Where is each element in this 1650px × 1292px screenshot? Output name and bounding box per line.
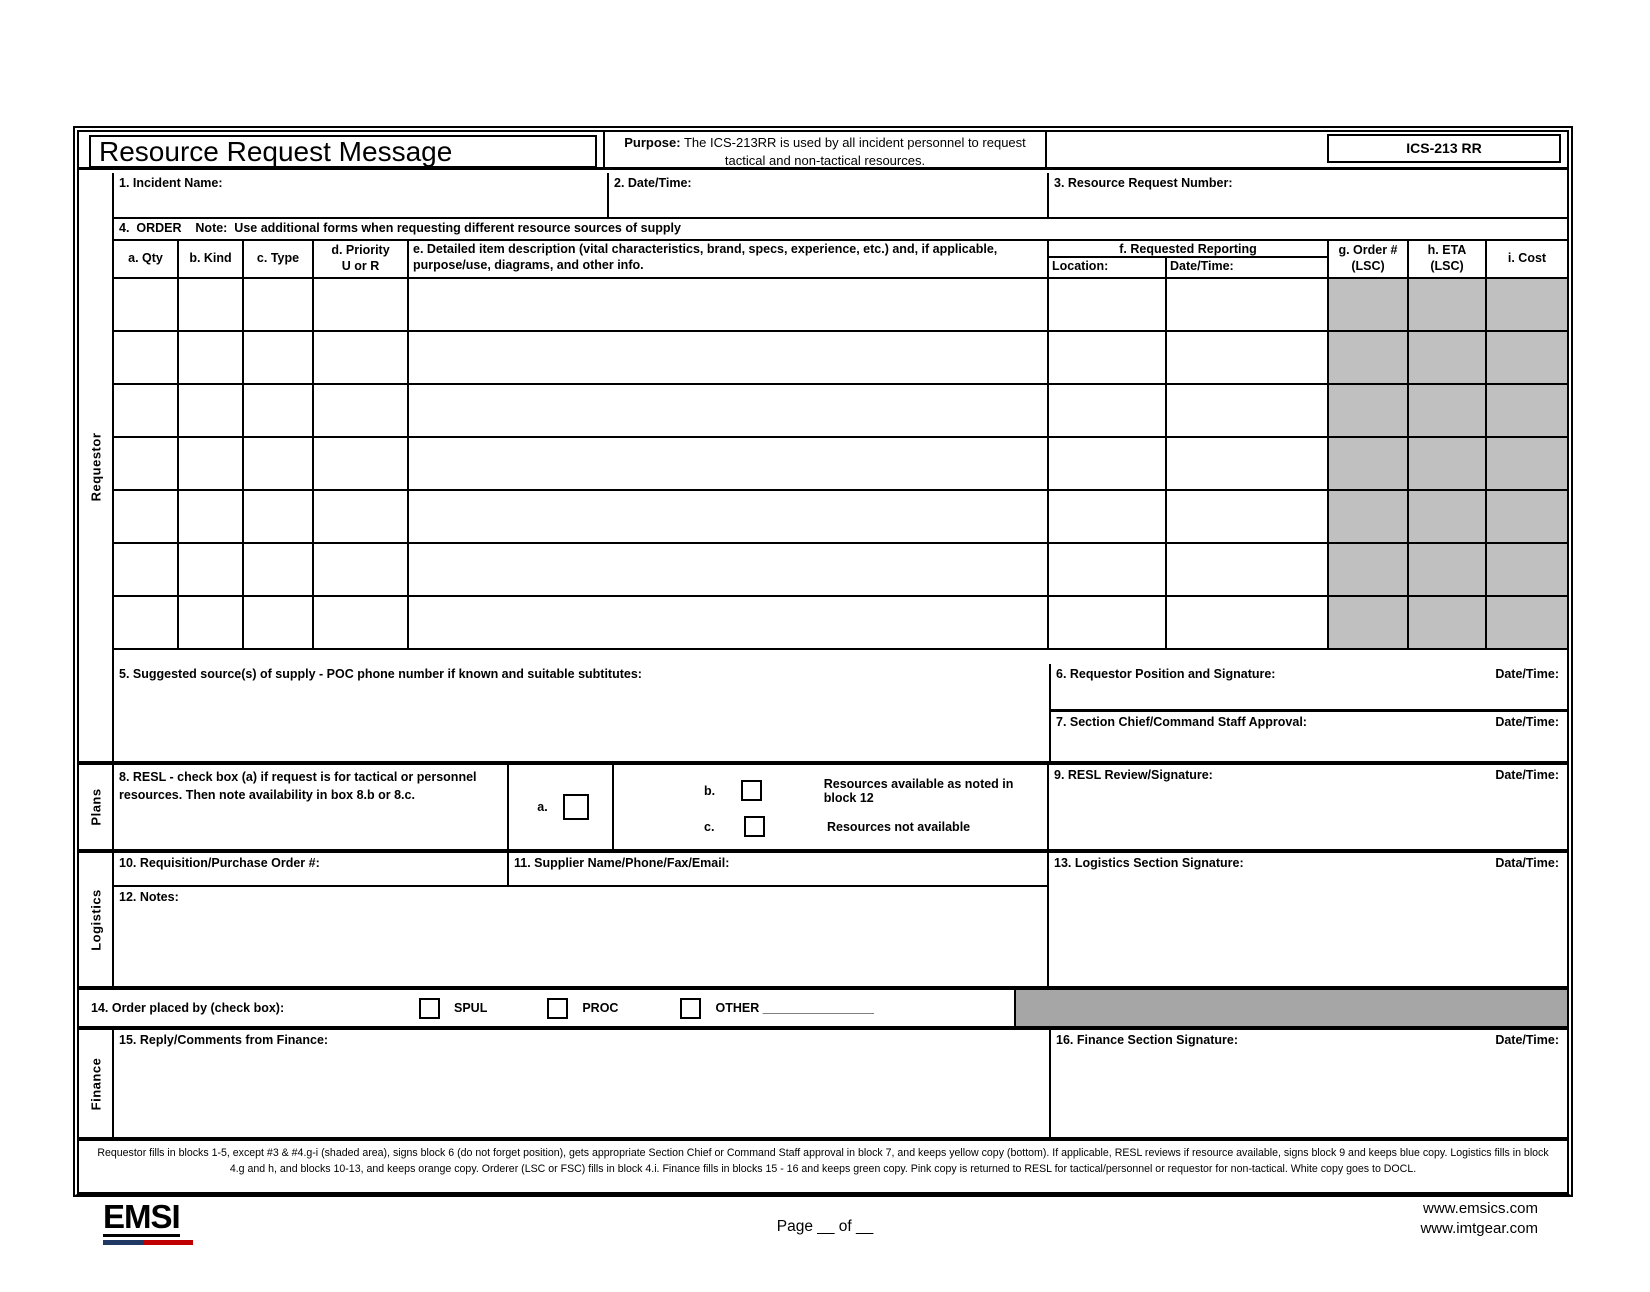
purpose-cell [603, 132, 1047, 170]
order-cell-a[interactable] [114, 491, 179, 542]
incident-name-field[interactable] [114, 173, 609, 217]
proc-checkbox[interactable] [547, 998, 568, 1019]
form-title: Resource Request Message [89, 135, 597, 168]
suggested-source-field[interactable] [114, 664, 1051, 761]
section-chief-approval-label: 7. Section Chief/Command Staff Approval: [1056, 715, 1307, 729]
requestor-signature-date-label: Date/Time: [1495, 667, 1559, 681]
col-header-type: c. Type [244, 241, 314, 277]
order-cell-f-location[interactable] [1049, 597, 1167, 648]
order-cell-g[interactable] [1329, 385, 1409, 436]
resl-row-c [614, 816, 1047, 837]
purpose-label: Purpose: [624, 135, 681, 150]
order-cell-h[interactable] [1409, 385, 1487, 436]
requestor-signature-label: 6. Requestor Position and Signature: [1056, 667, 1276, 681]
order-cell-e[interactable] [409, 332, 1049, 383]
order-cell-d[interactable] [314, 597, 409, 648]
order-placed-by-row [79, 990, 1567, 1026]
order-cell-f-location[interactable] [1049, 385, 1167, 436]
resl-row-b [614, 777, 1047, 805]
order-cell-g[interactable] [1329, 279, 1409, 330]
order-cell-b[interactable] [179, 438, 244, 489]
order-cell-d[interactable] [314, 438, 409, 489]
resl-box-a-label: a. [537, 799, 548, 814]
resources-available-label: Resources available as noted in block 12 [823, 776, 1014, 805]
finance-reply-field[interactable] [114, 1030, 1051, 1137]
notes-label: 12. Notes: [119, 890, 179, 904]
order-cell-f-location[interactable] [1049, 279, 1167, 330]
col-header-order-number: g. Order # (LSC) [1329, 241, 1409, 277]
reporting-location-label: Location: [1049, 258, 1167, 277]
order-cell-h[interactable] [1409, 438, 1487, 489]
order-cell-d[interactable] [314, 332, 409, 383]
order-cell-g[interactable] [1329, 544, 1409, 595]
logistics-section [79, 853, 1567, 986]
col-header-qty: a. Qty [114, 241, 179, 277]
order-cell-g[interactable] [1329, 597, 1409, 648]
resl-box-a [509, 765, 614, 849]
resources-not-available-label: Resources not available [827, 819, 971, 834]
suggested-source-label: 5. Suggested source(s) of supply - POC phone number if known and suitable subtitutes: [119, 667, 642, 681]
logistics-main [114, 853, 1049, 986]
order-cell-f-datetime[interactable] [1167, 385, 1329, 436]
order-placed-by-cell [79, 990, 1016, 1026]
order-table-body [114, 279, 1567, 650]
order-cell-f-datetime[interactable] [1167, 544, 1329, 595]
col-header-priority: d. Priority U or R [314, 241, 409, 277]
resl-box-c-label: c. [704, 819, 715, 834]
order-table-row [114, 332, 1567, 385]
order-cell-f-location[interactable] [1049, 438, 1167, 489]
purpose-text: The ICS-213RR is used by all incident personnel to request tactical and non-tactical resources. [683, 135, 1026, 168]
order-cell-f-datetime[interactable] [1167, 491, 1329, 542]
order-cell-a[interactable] [114, 279, 179, 330]
supplier-label: 11. Supplier Name/Phone/Fax/Email: [514, 856, 730, 870]
order-cell-c[interactable] [244, 332, 314, 383]
order-cell-f-datetime[interactable] [1167, 597, 1329, 648]
order-table-row [114, 385, 1567, 438]
routing-instructions: Requestor fills in blocks 1-5, except #3 & #4.g-i (shaded area), signs block 6 (do not forget position), gets appropriate Section Chief or Command Staff approval in block 7, and keeps yellow copy (bottom). If applicable, RESL reviews if resource available, signs block 9 and keeps blue copy. Logistics fills in block 4.g and h, and blocks 10-13, and keeps orange copy. Orderer (LSC or FSC) fills in block 4.i. Finance fills in blocks 15 - 16 and keeps green copy. Pink copy is returned to RESL for tactical/personnel or requestor for non-tactical. White copy goes to DOCL. [97, 1147, 1549, 1176]
finance-signature-date-label: Date/Time: [1495, 1033, 1559, 1047]
blocks-1-3-row [114, 173, 1567, 219]
order-cell-f-location[interactable] [1049, 491, 1167, 542]
order-cell-h[interactable] [1409, 332, 1487, 383]
order-cell-h[interactable] [1409, 544, 1487, 595]
order-cell-e[interactable] [409, 385, 1049, 436]
emsi-logo-bar [103, 1240, 193, 1245]
order-table-row [114, 491, 1567, 544]
order-cell-i[interactable] [1487, 597, 1567, 648]
sidebar-logistics: Logistics [79, 853, 114, 986]
order-cell-f-datetime[interactable] [1167, 332, 1329, 383]
resl-checkbox-b[interactable] [741, 780, 762, 801]
proc-option [547, 998, 618, 1019]
finance-signature-field[interactable] [1051, 1030, 1567, 1137]
order-cell-f-datetime[interactable] [1167, 438, 1329, 489]
order-placed-by-label: 14. Order placed by (check box): [91, 1000, 285, 1015]
order-cell-f-datetime[interactable] [1167, 279, 1329, 330]
order-cell-i[interactable] [1487, 438, 1567, 489]
other-checkbox[interactable] [680, 998, 701, 1019]
col-header-cost: i. Cost [1507, 251, 1547, 266]
col-header-kind: b. Kind [179, 241, 244, 277]
order-section-header: 4. ORDER Note: Use additional forms when requesting different resource sources of supply [114, 219, 1567, 241]
logistics-signature-date-label: Data/Time: [1495, 856, 1559, 870]
request-number-field[interactable] [1049, 173, 1567, 217]
finance-reply-label: 15. Reply/Comments from Finance: [119, 1033, 329, 1047]
order-cell-i[interactable] [1487, 332, 1567, 383]
order-cell-c[interactable] [244, 385, 314, 436]
order-cell-c[interactable] [244, 438, 314, 489]
resl-checkbox-c[interactable] [744, 816, 765, 837]
order-cell-b[interactable] [179, 332, 244, 383]
order-table-header [114, 241, 1567, 279]
order-cell-e[interactable] [409, 597, 1049, 648]
emsi-logo [103, 1200, 193, 1245]
col-header-eta: h. ETA (LSC) [1409, 241, 1487, 277]
datetime-label: 2. Date/Time: [614, 176, 692, 190]
order-cell-g[interactable] [1329, 332, 1409, 383]
order-cell-i[interactable] [1487, 385, 1567, 436]
sidebar-plans: Plans [79, 765, 114, 849]
finance-section [79, 1030, 1567, 1137]
page-number-label: Page __ of __ [776, 1218, 874, 1235]
order-cell-c[interactable] [244, 544, 314, 595]
order-cell-d[interactable] [314, 279, 409, 330]
form-code-badge: ICS-213 RR [1327, 134, 1561, 163]
order-cell-g[interactable] [1329, 491, 1409, 542]
order-cell-c[interactable] [244, 279, 314, 330]
order-cell-i[interactable] [1487, 491, 1567, 542]
requisition-order-field[interactable] [114, 853, 509, 885]
plans-section [79, 765, 1567, 849]
order-cell-a[interactable] [114, 332, 179, 383]
order-cell-e[interactable] [409, 438, 1049, 489]
order-cell-g[interactable] [1329, 438, 1409, 489]
reporting-datetime-label: Date/Time: [1170, 259, 1234, 273]
other-label: OTHER ________________ [715, 1001, 874, 1015]
col-header-description: e. Detailed item description (vital characteristics, brand, specs, experience, etc.) and, if applicable, purpose/use, diagrams, and other info. [409, 241, 1049, 277]
col-header-reporting [1049, 241, 1329, 277]
order-cell-c[interactable] [244, 491, 314, 542]
order-cell-d[interactable] [314, 544, 409, 595]
resl-checkbox-instructions: 8. RESL - check box (a) if request is for tactical or personnel resources. Then note availability in box 8.b or 8.c. [114, 765, 509, 849]
requisition-order-label: 10. Requisition/Purchase Order #: [119, 856, 320, 870]
order-cell-f-location[interactable] [1049, 544, 1167, 595]
spul-label: SPUL [454, 1001, 488, 1015]
order-cell-e[interactable] [409, 279, 1049, 330]
website-imtgear: www.imtgear.com [1420, 1220, 1538, 1238]
supplier-field[interactable] [509, 853, 1047, 885]
logistics-signature-field[interactable] [1049, 853, 1567, 986]
order-cell-h[interactable] [1409, 491, 1487, 542]
resl-review-signature-label: 9. RESL Review/Signature: [1054, 768, 1213, 782]
spul-checkbox[interactable] [419, 998, 440, 1019]
order-placed-by-shaded-area [1016, 990, 1567, 1026]
order-cell-f-location[interactable] [1049, 332, 1167, 383]
form-header-row [79, 132, 1567, 170]
order-cell-c[interactable] [244, 597, 314, 648]
order-table-row [114, 597, 1567, 650]
incident-name-label: 1. Incident Name: [119, 176, 223, 190]
finance-signature-label: 16. Finance Section Signature: [1056, 1033, 1238, 1047]
order-cell-e[interactable] [409, 491, 1049, 542]
order-table-row [114, 544, 1567, 597]
order-cell-i[interactable] [1487, 279, 1567, 330]
order-cell-a[interactable] [114, 385, 179, 436]
other-option [680, 998, 873, 1019]
reporting-title: f. Requested Reporting [1049, 241, 1327, 258]
order-cell-d[interactable] [314, 491, 409, 542]
order-cell-b[interactable] [179, 544, 244, 595]
sidebar-requestor: Requestor [79, 173, 114, 761]
requestor-signature-field[interactable] [1051, 664, 1567, 712]
order-table-row [114, 438, 1567, 491]
proc-label: PROC [582, 1001, 619, 1015]
resl-box-b-label: b. [704, 783, 716, 798]
logistics-signature-label: 13. Logistics Section Signature: [1054, 856, 1244, 870]
resl-checkbox-a[interactable] [563, 794, 589, 820]
sidebar-finance: Finance [79, 1030, 114, 1137]
order-cell-a[interactable] [114, 544, 179, 595]
logistics-top-row [114, 853, 1047, 887]
resl-review-signature-field[interactable] [1049, 765, 1567, 849]
order-table-row [114, 279, 1567, 332]
order-cell-e[interactable] [409, 544, 1049, 595]
order-cell-h[interactable] [1409, 597, 1487, 648]
order-cell-b[interactable] [179, 597, 244, 648]
section-chief-approval-date-label: Date/Time: [1495, 715, 1559, 729]
emsi-logo-text: EMSI [103, 1198, 180, 1235]
ics-213rr-form [73, 126, 1573, 1197]
datetime-field[interactable] [609, 173, 1049, 217]
footer-websites [1420, 1199, 1538, 1240]
spul-option [419, 998, 487, 1019]
resl-review-date-label: Date/Time: [1495, 768, 1559, 782]
order-cell-i[interactable] [1487, 544, 1567, 595]
resl-box-bc [614, 765, 1049, 849]
order-cell-b[interactable] [179, 385, 244, 436]
order-cell-a[interactable] [114, 438, 179, 489]
request-number-label: 3. Resource Request Number: [1054, 176, 1233, 190]
order-cell-b[interactable] [179, 491, 244, 542]
order-cell-a[interactable] [114, 597, 179, 648]
website-emsics: www.emsics.com [1422, 1200, 1538, 1217]
order-cell-b[interactable] [179, 279, 244, 330]
notes-field[interactable] [114, 887, 1047, 986]
order-cell-h[interactable] [1409, 279, 1487, 330]
order-cell-d[interactable] [314, 385, 409, 436]
section-chief-approval-field[interactable] [1051, 712, 1567, 761]
